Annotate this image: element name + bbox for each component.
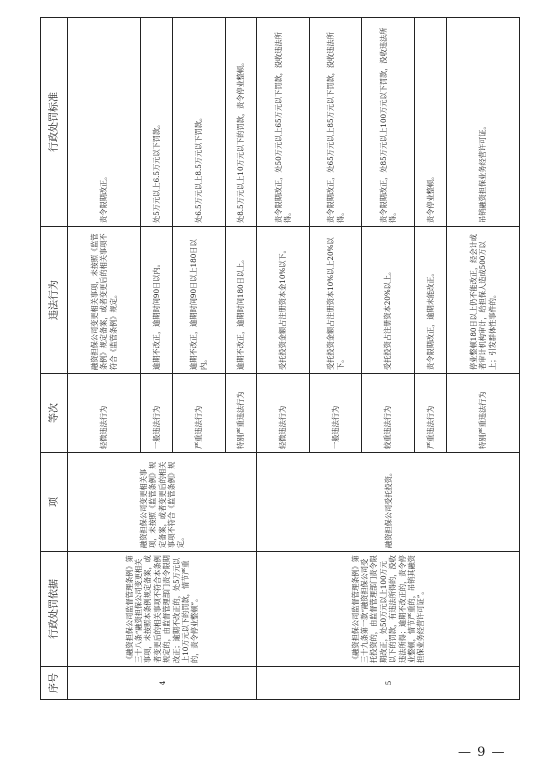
row4-item: 融资担保公司变更相关事项，未按照《监管条例》规定备案，或者变更后的相关事项不符合《监管条例》规定。 — [68, 453, 257, 552]
row5-std-1: 责令限期改正，处50万元以上65万元以下罚款，没收违法所得。 — [257, 18, 310, 227]
header-basis: 行政处罚依据 — [41, 552, 68, 667]
row5-act-5: 停业整顿180日以上仍不能改正，经会计或者审计机构审计，给担保人造成500万以上；引发群体性事件的。 — [446, 227, 519, 374]
row4-std-2: 处5万元以上6.5万元以下罚款。 — [141, 18, 173, 227]
row5-act-1: 受托投资金额占注册资本金10%以下。 — [257, 227, 310, 374]
row4-no: 4 — [68, 667, 257, 700]
row4-act-3: 逾期不改正，逾期时间90日以上180日以内。 — [173, 227, 226, 374]
page-number: — 9 — — [458, 745, 506, 760]
row4-std-1: 责令限期改正。 — [68, 18, 141, 227]
row4-level-3: 严重违法行为 — [173, 374, 226, 453]
row4-level-4: 特别严重违法行为 — [225, 374, 257, 453]
row5-std-2: 责令限期改正，处65万元以上85万元以下罚款，没收违法所得。 — [309, 18, 362, 227]
row4-act-1: 融资担保公司变更相关事项，未按照《监管条例》规定备案，或者变更后的相关事项不符合《监管条例》规定。 — [68, 227, 141, 374]
rotated-table-wrapper — [40, 27, 520, 700]
table-row — [257, 18, 310, 700]
header-act: 违法行为 — [41, 227, 68, 374]
row4-level-1: 轻微违法行为 — [68, 374, 141, 453]
row5-level-4: 严重违法行为 — [414, 374, 446, 453]
row5-level-5: 特别严重违法行为 — [446, 374, 519, 453]
row5-level-3: 较重违法行为 — [362, 374, 415, 453]
header-no: 序号 — [41, 667, 68, 700]
row5-no: 5 — [257, 667, 520, 700]
row5-std-3: 责令限期改正，处85万元以上100万元以下罚款，没收违法所得。 — [362, 18, 415, 227]
row5-std-5: 吊销融资担保业务经营许可证。 — [446, 18, 519, 227]
penalty-standards-table — [40, 17, 520, 700]
header-item: 项 — [41, 453, 68, 552]
row4-std-4: 处8.5万元以上10万元以下的罚款，责令停业整顿。 — [225, 18, 257, 227]
table-header-row — [41, 18, 68, 700]
row5-level-1: 轻微违法行为 — [257, 374, 310, 453]
row5-level-2: 一般违法行为 — [309, 374, 362, 453]
row5-basis: 《融资担保公司监督管理条例》第三十九条第一款“融资担保公司受托投资的，由监督管理部门责令限期改正，处50万元以上100万元以下的罚款，有违法所得的，没收违法所得；逾期不改正的，责令停业整顿，情节严重的，吊销其融资担保业务经营许可证”。 — [257, 552, 520, 667]
row5-act-4: 责令限期改正，逾期未能改正。 — [414, 227, 446, 374]
row4-act-4: 逾期不改正，逾期时间180日以上。 — [225, 227, 257, 374]
row4-std-3: 处6.5万元以上8.5万元以下罚款。 — [173, 18, 226, 227]
row4-basis: 《融资担保公司监督管理条例》第三十八条“融资担保公司变更相关事项，未按照本条例规定备案，或者变更后的相关事项不符合本条例规定的，由监督管理部门责令限期改正；逾期不改正的，处5万元以上10万元以下的罚款，情节严重的，责令停业整顿”。 — [68, 552, 257, 667]
row5-act-2: 受托投资金额占注册资本10%以上20%以下。 — [309, 227, 362, 374]
header-level: 等次 — [41, 374, 68, 453]
row4-act-2: 逾期不改正，逾期时间90日以内。 — [141, 227, 173, 374]
table-row — [68, 18, 141, 700]
row5-act-3: 受托投资占注册资本20%以上。 — [362, 227, 415, 374]
row5-std-4: 责令停业整顿。 — [414, 18, 446, 227]
row4-level-2: 一般违法行为 — [141, 374, 173, 453]
header-std: 行政处罚标准 — [41, 18, 68, 227]
row5-item: 融资担保公司受托投资。 — [257, 453, 520, 552]
